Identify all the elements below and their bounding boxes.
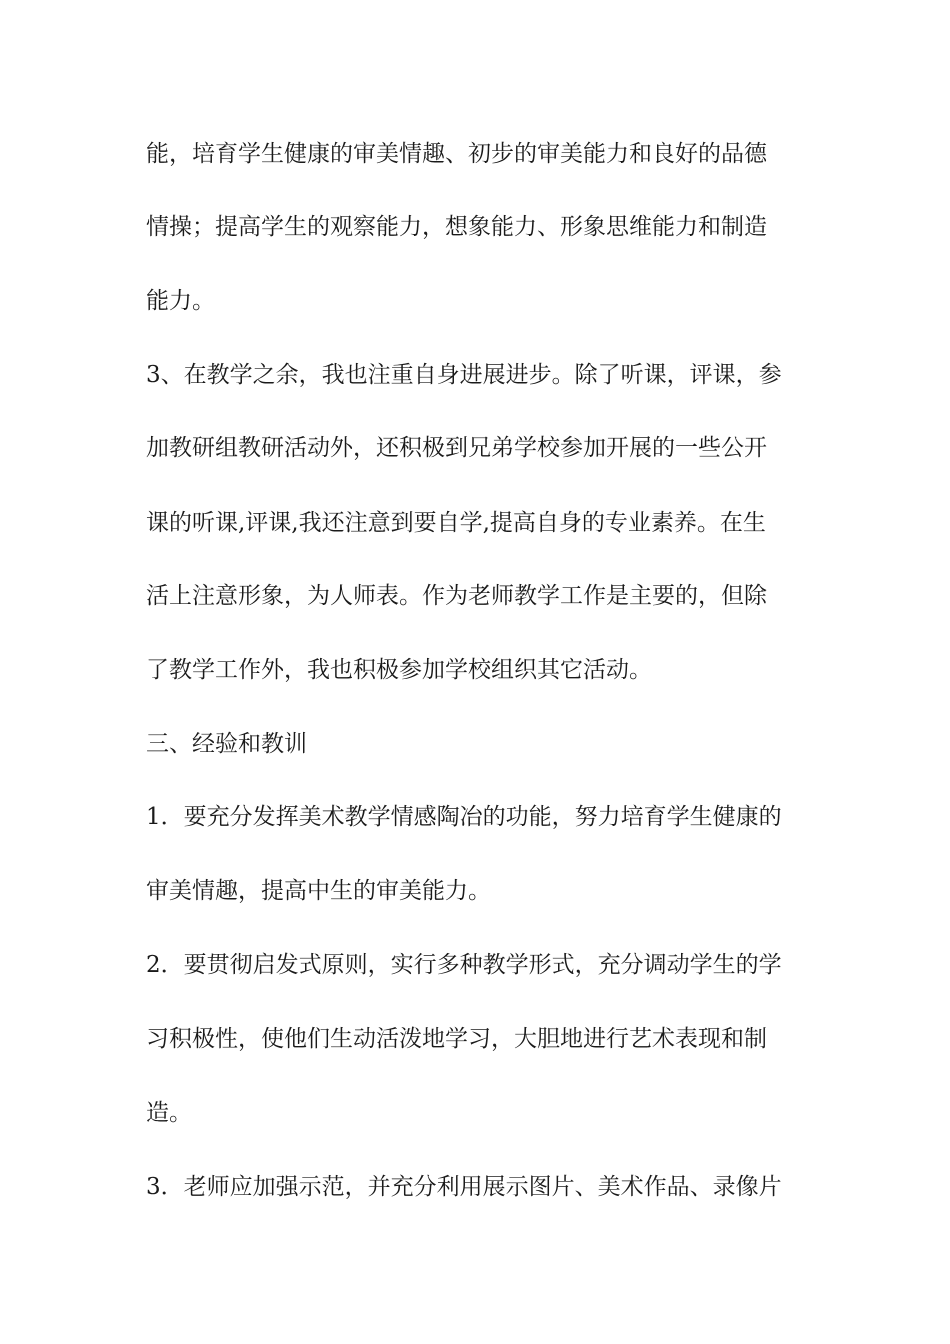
text-line: 加教研组教研活动外，还积极到兄弟学校参加开展的一些公开 — [146, 435, 767, 461]
section-heading: 三、经验和教训 — [146, 731, 307, 757]
text-line: 课的听课,评课,我还注意到要自学,提高自身的专业素养。在生 — [146, 510, 766, 536]
text-line: 1．要充分发挥美术教学情感陶冶的功能，努力培育学生健康的 — [146, 804, 782, 830]
text-line: 能力。 — [146, 288, 215, 314]
text-line: 习积极性，使他们生动活泼地学习，大胆地进行艺术表现和制 — [146, 1026, 767, 1052]
text-line: 情操；提高学生的观察能力，想象能力、形象思维能力和制造 — [146, 214, 767, 240]
text-line: 2．要贯彻启发式原则，实行多种教学形式，充分调动学生的学 — [146, 952, 782, 978]
text-line: 造。 — [146, 1100, 192, 1126]
text-line: 了教学工作外，我也积极参加学校组织其它活动。 — [146, 657, 652, 683]
text-line: 3、在教学之余，我也注重自身进展进步。除了听课，评课，参 — [146, 362, 782, 388]
text-line: 活上注意形象，为人师表。作为老师教学工作是主要的，但除 — [146, 583, 767, 609]
text-line: 能，培育学生健康的审美情趣、初步的审美能力和良好的品德 — [146, 141, 767, 167]
text-line: 审美情趣，提高中生的审美能力。 — [146, 878, 491, 904]
text-line: 3．老师应加强示范，并充分利用展示图片、美术作品、录像片 — [146, 1174, 782, 1200]
